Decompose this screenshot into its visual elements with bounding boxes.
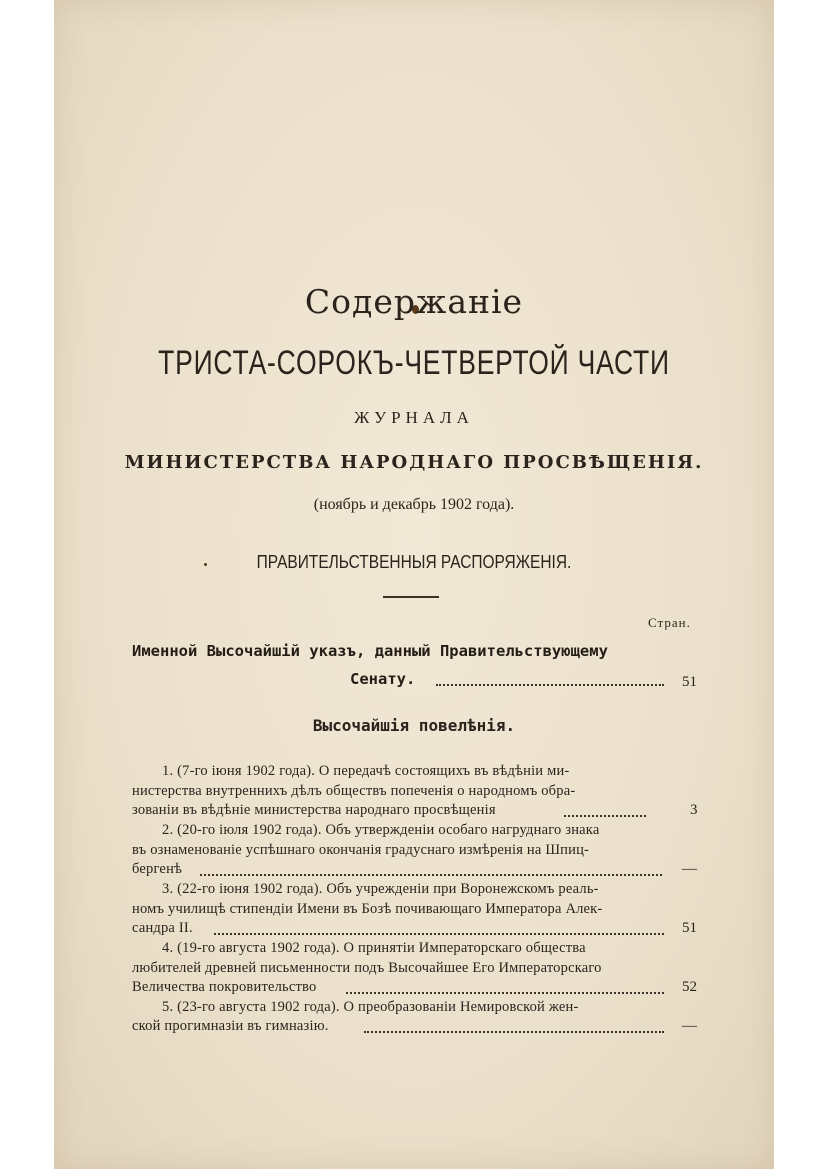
entry-5-page: — bbox=[682, 1018, 697, 1034]
entry-3-page: 51 bbox=[682, 920, 697, 936]
dot-leader bbox=[200, 874, 662, 876]
dot-leader bbox=[436, 684, 664, 686]
entry-3-line-2: номъ училищѣ стипендіи Имени въ Бозѣ почивающаго Императора Алек- bbox=[132, 901, 603, 917]
entry-1-page: 3 bbox=[690, 802, 698, 818]
ministry-heading: МИНИСТЕРСТВА НАРОДНАГО ПРОСВѢЩЕНІЯ. bbox=[124, 452, 704, 473]
entry-5-line-2: ской прогимназіи въ гимназію. bbox=[132, 1018, 329, 1034]
decree-line-2: Сенату. bbox=[350, 670, 416, 688]
dot-leader bbox=[346, 992, 664, 994]
decree-page-number: 51 bbox=[682, 674, 697, 690]
entry-3-line-1: 3. (22-го іюня 1902 года). Объ учрежденіи при Воронежскомъ реаль- bbox=[162, 881, 599, 897]
entry-3-line-3: сандра II. bbox=[132, 920, 193, 936]
entry-2-page: — bbox=[682, 861, 697, 877]
entry-1-line-3: зованіи въ вѣдѣніе министерства народнаго просвѣщенія bbox=[132, 802, 496, 818]
dot-leader bbox=[214, 933, 664, 935]
entry-4-line-2: любителей древней письменности подъ Высочайшее Его Императорскаго bbox=[132, 960, 602, 976]
entry-1-line-1: 1. (7-го іюня 1902 года). О передачѣ состоящихъ въ вѣдѣніи ми- bbox=[162, 763, 570, 779]
entry-4-line-1: 4. (19-го августа 1902 года). О принятіи Императорскаго общества bbox=[162, 940, 586, 956]
book-page bbox=[54, 0, 774, 1169]
entry-2-line-3: бергенѣ bbox=[132, 861, 183, 877]
dot-leader bbox=[364, 1031, 664, 1033]
page-column-header: Стран. bbox=[648, 615, 691, 630]
entry-5-line-1: 5. (23-го августа 1902 года). О преобразованіи Немировской жен- bbox=[162, 999, 579, 1015]
issue-dates: (ноябрь и декабрь 1902 года). bbox=[313, 496, 515, 513]
subsection-title: Высочайшія повелѣнія. bbox=[312, 716, 516, 735]
entry-4-line-3: Величества покровительство bbox=[132, 979, 317, 995]
volume-part-heading: ТРИСТА-СОРОКЪ-ЧЕТВЕРТОЙ ЧАСТИ bbox=[158, 344, 670, 382]
section-divider bbox=[383, 596, 439, 598]
entry-4-page: 52 bbox=[682, 979, 697, 995]
entry-2-line-1: 2. (20-го іюля 1902 года). Объ утвержденіи особаго нагруднаго знака bbox=[162, 822, 600, 838]
entry-1-line-2: нистерства внутреннихъ дѣлъ обществъ попеченія о народномъ обра- bbox=[132, 783, 576, 799]
entry-2-line-2: въ ознаменованіе успѣшнаго окончанія градуснаго измѣренія на Шпиц- bbox=[132, 842, 590, 858]
section-title: ПРАВИТЕЛЬСТВЕННЫЯ РАСПОРЯЖЕНІЯ. bbox=[256, 552, 572, 572]
decree-line-1: Именной Высочайшій указъ, данный Правительствующему bbox=[132, 642, 608, 660]
dot-leader bbox=[564, 815, 646, 817]
journal-heading: ЖУРНАЛА bbox=[354, 408, 474, 427]
contents-title: Содержаніе bbox=[304, 282, 524, 321]
